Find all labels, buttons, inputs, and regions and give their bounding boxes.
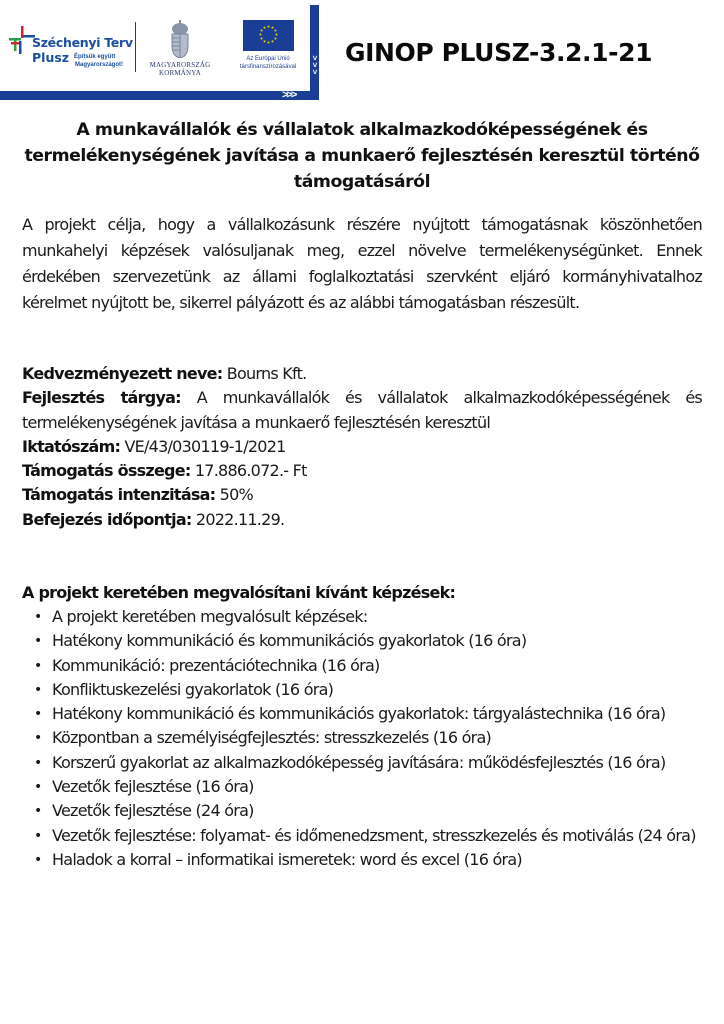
detail-completion-date xyxy=(22,508,702,532)
list-item xyxy=(22,605,702,629)
bullet-icon: • xyxy=(34,851,42,868)
frame-bottom-bar xyxy=(0,91,316,100)
eu-flag-icon xyxy=(243,20,294,51)
list-item xyxy=(22,751,702,775)
detail-beneficiary xyxy=(22,362,702,386)
trainings-heading: A projekt keretében megvalósítani kívánt képzések: xyxy=(22,583,456,602)
bullet-icon: • xyxy=(34,681,42,698)
eu-line-1: Az Európai Unió xyxy=(246,56,290,62)
detail-label: Befejezés időpontja: xyxy=(22,509,192,529)
detail-value: Bourns Kft. xyxy=(226,364,307,383)
szechenyi-title: Széchenyi Terv xyxy=(32,35,133,50)
list-item xyxy=(22,702,702,726)
list-item-text: Kommunikáció: prezentációtechnika (16 óra) xyxy=(52,655,380,675)
trainings-list xyxy=(22,605,702,872)
hungarian-government-logo xyxy=(145,20,215,82)
detail-label: Fejlesztés tárgya: xyxy=(22,388,181,408)
list-item-text: Hatékony kommunikáció és kommunikációs gyakorlatok (16 óra) xyxy=(52,631,527,651)
list-item xyxy=(22,629,702,653)
list-item-text: Vezetők fejlesztése: folyamat- és időmenedzsment, stresszkezelés és motiválás (24 óra) xyxy=(52,825,696,845)
list-item-text: Hatékony kommunikáció és kommunikációs gyakorlatok: tárgyalástechnika (16 óra) xyxy=(52,704,666,724)
szechenyi-plusz: Plusz xyxy=(32,50,70,65)
coat-of-arms-icon xyxy=(169,20,191,58)
detail-value: VE/43/030119-1/2021 xyxy=(124,436,286,456)
bullet-icon: • xyxy=(34,657,42,674)
chevron-right-icon: >>> xyxy=(282,89,296,101)
list-item xyxy=(22,824,702,848)
bullet-icon: • xyxy=(34,779,42,796)
detail-grant-intensity xyxy=(22,483,702,507)
list-item xyxy=(22,654,702,678)
logo-divider xyxy=(135,22,136,72)
detail-subject xyxy=(22,386,702,435)
program-code: GINOP PLUSZ-3.2.1-21 xyxy=(345,38,653,67)
detail-label: Támogatás intenzitása: xyxy=(22,485,216,505)
list-item xyxy=(22,726,702,750)
detail-label: Támogatás összege: xyxy=(22,461,191,481)
list-item xyxy=(22,848,702,872)
detail-value: 50% xyxy=(219,485,253,505)
document-title: A munkavállalók és vállalatok alkalmazkodóképességének és termelékenységének javítása a munkaerő fejlesztésén keresztül történő támogatásáról xyxy=(24,120,700,192)
chevron-down-icon: ˅ ˅ ˅ xyxy=(312,54,318,77)
detail-value: 2022.11.29. xyxy=(195,509,285,529)
detail-label: Iktatószám: xyxy=(22,436,121,456)
detail-value: A munkavállalók és vállalatok alkalmazkodóképességének és termelékenységének javítása a munkaerő fejlesztésén keresztül xyxy=(22,388,703,432)
list-item-text: Konfliktuskezelési gyakorlatok (16 óra) xyxy=(52,679,334,699)
bullet-icon: • xyxy=(34,754,42,771)
gov-line-1: MAGYARORSZÁG xyxy=(149,61,211,69)
detail-value: 17.886.072.- Ft xyxy=(194,461,307,481)
bullet-icon: • xyxy=(34,706,42,723)
intro-paragraph: A projekt célja, hogy a vállalkozásunk részére nyújtott támogatásnak köszönhetően munkahelyi képzések valósuljanak meg, ezzel növelve termelékenységünket. Ennek érdekében szervezetünk az állami foglalkoztatási szervként eljáró kormányhivatalhoz kérelmet nyújtott be, sikerrel pályázott és az alábbi támogatásban részesült. xyxy=(22,215,702,312)
szechenyi-terv-logo xyxy=(8,26,133,76)
project-details xyxy=(22,362,702,532)
list-item-text: Haladok a korral – informatikai ismeretek: word és excel (16 óra) xyxy=(52,849,522,869)
list-item-text: A projekt keretében megvalósult képzések: xyxy=(52,607,368,626)
detail-grant-amount xyxy=(22,459,702,483)
szechenyi-slogan xyxy=(74,53,123,69)
bullet-icon: • xyxy=(34,803,42,820)
gov-line-2: KORMÁNYA xyxy=(158,69,202,77)
list-item-text: Vezetők fejlesztése (16 óra) xyxy=(52,777,254,797)
bullet-icon: • xyxy=(34,609,42,625)
bullet-icon: • xyxy=(34,633,42,650)
list-item-text: Központban a személyiségfejlesztés: stresszkezelés (16 óra) xyxy=(52,728,491,748)
slogan-line-2: Magyarországot! xyxy=(75,62,124,68)
bullet-icon: • xyxy=(34,730,42,747)
list-item-text: Korszerű gyakorlat az alkalmazkodóképesség javítására: működésfejlesztés (16 óra) xyxy=(52,752,666,772)
list-item-text: Vezetők fejlesztése (24 óra) xyxy=(52,801,254,821)
detail-label: Kedvezményezett neve: xyxy=(22,364,223,383)
list-item xyxy=(22,678,702,702)
eu-text xyxy=(228,56,308,71)
frame-right-bar xyxy=(310,5,319,100)
government-text xyxy=(145,61,215,77)
slogan-line-1: Építsük együtt xyxy=(74,54,116,60)
list-item xyxy=(22,775,702,799)
detail-reference-number xyxy=(22,435,702,459)
eu-line-2: társfinanszírozásával xyxy=(239,63,297,70)
eu-cofinancing-logo xyxy=(228,20,308,71)
list-item xyxy=(22,799,702,823)
bullet-icon: • xyxy=(34,827,42,844)
